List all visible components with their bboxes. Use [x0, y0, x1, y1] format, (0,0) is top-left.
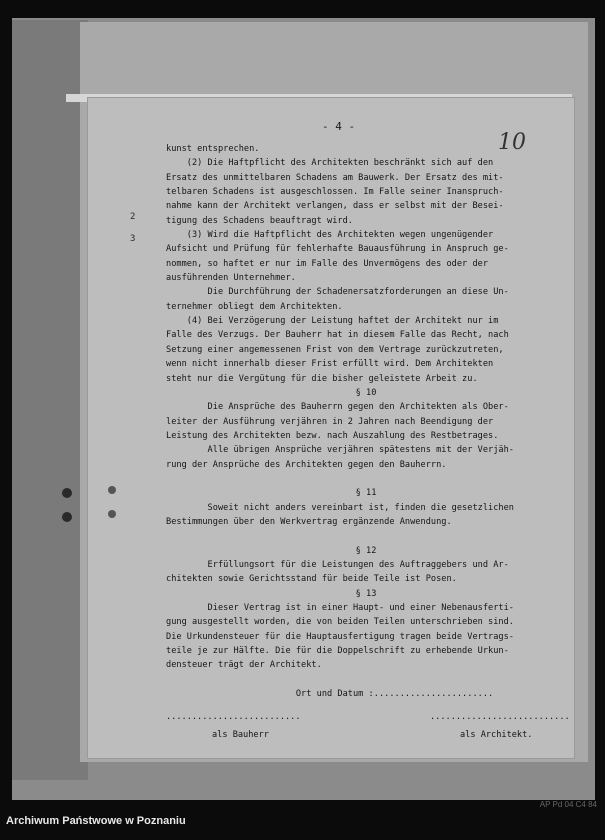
punch-hole [108, 486, 116, 494]
handwritten-page-number: 10 [498, 130, 526, 155]
document-body-text [166, 142, 566, 701]
text-line: nommen, so haftet er nur im Falle des Unvermögens des oder der [166, 258, 489, 269]
text-line: chitekten sowie Gerichtsstand für beide Teile ist Posen. [166, 574, 457, 585]
section-heading: § 11 [355, 488, 377, 499]
punch-hole [108, 510, 116, 518]
archive-name: Archiwum Państwowe w Poznaniu [6, 815, 186, 827]
section-heading: § 13 [355, 588, 377, 599]
text-line: (3) Wird die Haftpflicht des Architekten wegen ungenügender [166, 230, 494, 241]
text-line: leiter der Ausführung verjähren in 2 Jahren nach Beendigung der [166, 416, 494, 427]
text-line: (2) Die Haftpflicht des Architekten beschränkt sich auf den [166, 158, 494, 169]
text-line: wenn nicht innerhalb dieser Frist erfüllt wird. Dem Architekten [166, 359, 494, 370]
text-line: ausführenden Unternehmer. [166, 273, 296, 284]
signature-label-architekt: als Architekt. [460, 730, 533, 740]
text-line: densteuer trägt der Architekt. [166, 660, 322, 671]
text-line: Die Ansprüche des Bauherrn gegen den Architekten als Ober- [166, 402, 509, 413]
text-line: (4) Bei Verzögerung der Leistung haftet der Architekt nur im [166, 316, 499, 327]
text-line: Erfüllungsort für die Leistungen des Auftraggebers und Ar- [166, 559, 509, 570]
text-line: Ersatz des unmittelbaren Schadens am Bauwerk. Der Ersatz des mit- [166, 172, 504, 183]
text-line [166, 673, 566, 687]
text-line: nahme kann der Architekt verlangen, dass er selbst mit der Besei- [166, 201, 504, 212]
page-number: - 4 - [322, 120, 356, 133]
text-line: Ort und Datum :....................... [166, 689, 494, 700]
text-line: teile je zur Hälfte. Die für die Doppelschrift zu erhebende Urkun- [166, 646, 509, 657]
text-line [166, 529, 566, 543]
signature-dots-left: .......................... [166, 712, 301, 722]
binder-board [12, 20, 88, 780]
text-line: Soweit nicht anders vereinbart ist, finden die gesetzlichen [166, 502, 514, 513]
text-line: Falle des Verzugs. Der Bauherr hat in diesem Falle das Recht, nach [166, 330, 509, 341]
text-line: rung der Ansprüche des Architekten gegen den Bauherrn. [166, 459, 447, 470]
text-line: steht nur die Vergütung für die bisher geleistete Arbeit zu. [166, 373, 478, 384]
text-line: Die Urkundensteuer für die Hauptausfertigung tragen beide Vertrags- [166, 631, 514, 642]
text-line [166, 472, 566, 486]
text-line: Dieser Vertrag ist in einer Haupt- und einer Nebenausferti- [166, 603, 514, 613]
text-line: Leistung des Architekten bezw. nach Auszahlung des Restbetrages. [166, 430, 499, 441]
text-line: Alle übrigen Ansprüche verjähren spätestens mit der Verjäh- [166, 445, 514, 456]
text-line: Bestimmungen über den Werkvertrag ergänzende Anwendung. [166, 516, 452, 527]
signature-dots-right: ........................... [430, 712, 570, 722]
punch-hole [62, 488, 72, 498]
section-heading: § 10 [355, 387, 377, 398]
text-line: telbaren Schadens ist ausgeschlossen. Im Falle seiner Inanspruch- [166, 187, 504, 198]
signature-label-bauherr: als Bauherr [212, 730, 269, 740]
text-line: Die Durchführung der Schadenersatzforderungen an diese Un- [166, 287, 509, 298]
text-line: Aufsicht und Prüfung für fehlerhafte Bauausführung in Anspruch ge- [166, 244, 509, 255]
text-line: gung ausgestellt worden, die von beiden Teilen unterschrieben sind. [166, 617, 514, 628]
text-line: ternehmer obliegt dem Architekten. [166, 301, 343, 312]
margin-mark: 3 [130, 234, 136, 244]
text-line: Setzung einer angemessenen Frist von dem Vertrage zurückzutreten, [166, 344, 504, 355]
margin-mark: 2 [130, 212, 136, 222]
text-line: kunst entsprechen. [166, 144, 260, 154]
punch-hole [62, 512, 72, 522]
archive-code: AP Pd 04 C4 84 [539, 800, 597, 809]
section-heading: § 12 [355, 545, 377, 556]
text-line: tigung des Schadens beauftragt wird. [166, 215, 353, 226]
